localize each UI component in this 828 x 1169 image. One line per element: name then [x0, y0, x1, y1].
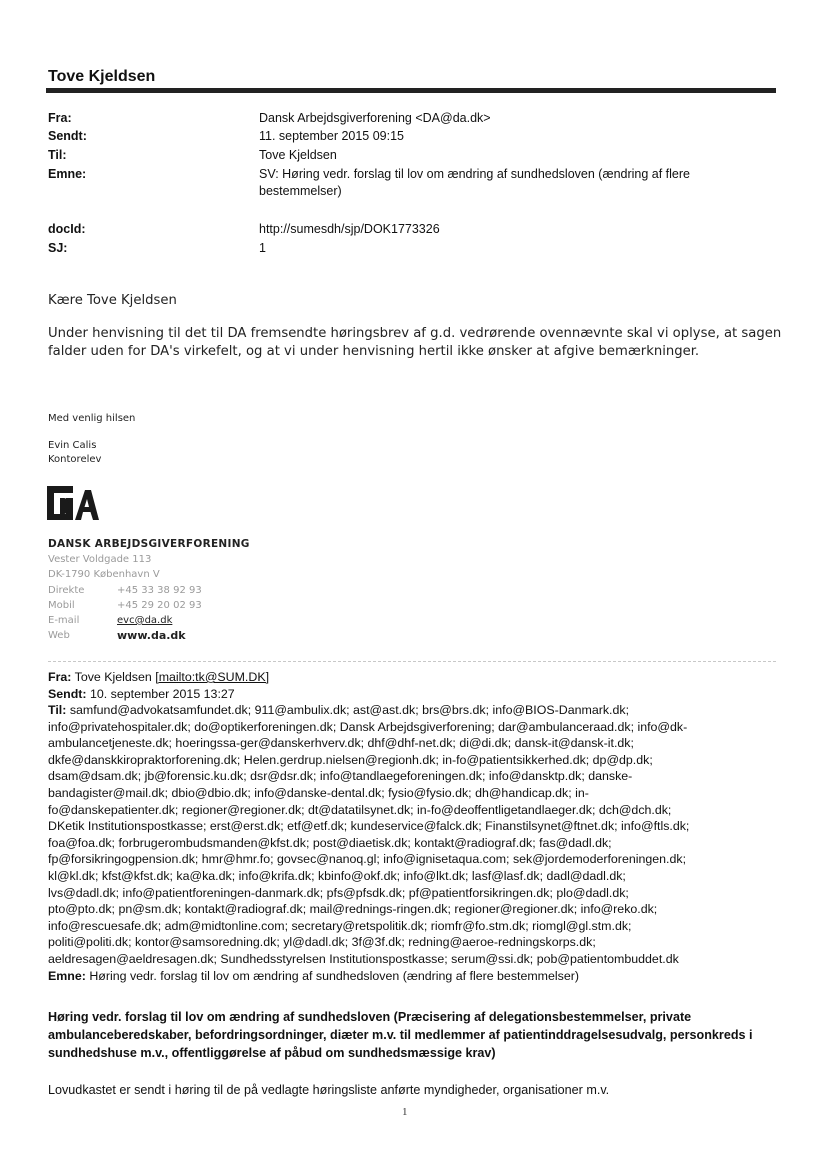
recipient-line[interactable]: ambulancetjeneste.dk; hoeringssa-ger@danskerhverv.dk; dhf@dhf-net.dk; di@di.dk; dansk-it@dansk-it.dk; — [48, 736, 634, 751]
closing: Med venlig hilsen — [48, 413, 136, 424]
title-divider — [46, 88, 776, 93]
contact-label-mobile: Mobil — [48, 600, 75, 611]
address-line-1: Vester Voldgade 113 — [48, 554, 152, 565]
docid-label: docId: — [48, 222, 86, 236]
sent-value: 11. september 2015 09:15 — [259, 129, 405, 143]
recipient-line[interactable]: foa@foa.dk; forbrugerombudsmanden@kfst.dk; post@diaetisk.dk; kontakt@radiograf.dk; fas@dadl.dk; — [48, 835, 612, 850]
recipient-line[interactable]: DKetik Institutionspostkasse; erst@erst.dk; etf@etf.dk; kundeservice@falck.dk; Finanstilsynet@ftnet.dk; info@ftls.dk; — [48, 819, 690, 834]
contact-label-direct: Direkte — [48, 585, 85, 596]
fwd-from-mailto-link[interactable]: [mailto:tk@SUM.DK] — [155, 670, 270, 684]
fwd-to-label: Til: — [48, 703, 67, 717]
docid-value[interactable]: http://sumesdh/sjp/DOK1773326 — [259, 222, 440, 236]
contact-value-direct: +45 33 38 92 93 — [117, 585, 202, 596]
sj-label: SJ: — [48, 241, 68, 255]
address-line-2: DK-1790 København V — [48, 569, 160, 580]
subject-label: Emne: — [48, 167, 87, 181]
sj-value: 1 — [259, 241, 266, 255]
recipient-line[interactable]: info@rescuesafe.dk; adm@midtonline.com; secretary@retspolitik.dk; riomfr@fo.stm.dk; riomgl@gl.stm.dk; — [48, 918, 632, 933]
contact-web-link[interactable]: www.da.dk — [117, 629, 186, 642]
fwd-subject-value: Høring vedr. forslag til lov om ændring af sundhedsloven (ændring af flere bestemmelser) — [89, 968, 579, 983]
recipient-line[interactable]: fp@forsikringogpension.dk; hmr@hmr.fo; govsec@nanoq.gl; info@ignisetaqua.com; sek@jordemoderforeningen.dk; — [48, 852, 687, 867]
to-value: Tove Kjeldsen — [259, 148, 337, 162]
page-number: 1 — [402, 1106, 408, 1118]
recipient-line[interactable]: aeldresagen@aeldresagen.dk; Sundhedsstyrelsen Institutionspostkasse; serum@ssi.dk; pob@patientombuddet.dk — [48, 951, 679, 966]
signature-divider — [48, 661, 776, 662]
recipient-line[interactable]: fo@danskepatienter.dk; regioner@regioner.dk; dt@datatilsynet.dk; in-fo@deoffentligetandlaeger.dk; dch@dch.dk; — [48, 802, 672, 817]
closing-paragraph: Lovudkastet er sendt i høring til de på vedlagte høringsliste anførte myndigheder, organisationer m.v. — [48, 1083, 610, 1097]
fwd-subject-label: Emne: — [48, 968, 86, 983]
contact-label-web: Web — [48, 630, 70, 641]
recipient-line[interactable]: dkfe@danskkiropraktorforening.dk; Helen.gerdrup.nielsen@regionh.dk; in-fo@patientsikkerhed.dk; dp@dp.dk; — [48, 752, 653, 767]
recipient-line[interactable]: pto@pto.dk; pn@sm.dk; kontakt@radiograf.dk; mail@rednings-ringen.dk; regioner@regioner.dk; info@reko.dk; — [48, 902, 658, 917]
recipient-line[interactable]: politi@politi.dk; kontor@samsoredning.dk; yl@dadl.dk; 3f@3f.dk; redning@aeroe-redningskorps.dk; — [48, 935, 596, 950]
recipient-line[interactable]: bandagister@mail.dk; dbio@dbio.dk; info@danske-dental.dk; fysio@fysio.dk; dh@handicap.dk; in- — [48, 785, 589, 800]
fwd-sent-value: 10. september 2015 13:27 — [90, 687, 235, 701]
recipient-line[interactable]: lvs@dadl.dk; info@patientforeningen-danmark.dk; pfs@pfsdk.dk; pf@patientforsikringen.dk; plo@dadl.dk; — [48, 885, 629, 900]
from-value: Dansk Arbejdsgiverforening <DA@da.dk> — [259, 111, 491, 125]
fwd-from-name: Tove Kjeldsen — [74, 670, 152, 684]
subject-value: SV: Høring vedr. forslag til lov om ændring af sundhedsloven (ændring af flere bestemmelser) — [259, 167, 690, 198]
da-logo-icon — [47, 484, 99, 522]
signer-name: Evin Calis — [48, 440, 97, 451]
page-title: Tove Kjeldsen — [48, 68, 156, 85]
hearing-heading: Høring vedr. forslag til lov om ændring af sundhedsloven (Præcisering af delegationsbestemmelser, private ambulanceberedskaber, befordringsordninger, diæter m.v. til medlemmer af patientinddragelsesudvalg, personkreds i sundhedshuse m.v., offentliggørelse af påbud om sundhedsmæssige krav) — [48, 1010, 753, 1060]
company-name: DANSK ARBEJDSGIVERFORENING — [48, 538, 250, 550]
signer-title: Kontorelev — [48, 454, 102, 465]
fwd-to-block — [48, 702, 778, 984]
fwd-sent-line — [48, 686, 778, 703]
recipient-line[interactable]: kl@kl.dk; kfst@kfst.dk; ka@ka.dk; info@krifa.dk; kbinfo@okf.dk; info@lkt.dk; lasf@lasf.dk; dadl@dadl.dk; — [48, 868, 626, 883]
fwd-from-label: Fra: — [48, 670, 72, 684]
contact-value-mobile: +45 29 20 02 93 — [117, 600, 202, 611]
body-paragraph: Under henvisning til det til DA fremsendte høringsbrev af g.d. vedrørende ovennævnte skal vi oplyse, at sagen falder uden for DA's virkefelt, og at vi under henvisning hertil ikke ønsker at afgive bemærkninger. — [48, 326, 782, 359]
fwd-from-line — [48, 669, 778, 686]
greeting: Kære Tove Kjeldsen — [48, 293, 177, 308]
from-label: Fra: — [48, 111, 72, 125]
recipient-line[interactable]: dsam@dsam.dk; jb@forensic.ku.dk; dsr@dsr.dk; info@tandlaegeforeningen.dk; info@dansktp.dk; danske- — [48, 769, 633, 784]
contact-email-link[interactable]: evc@da.dk — [117, 615, 173, 626]
sent-label: Sendt: — [48, 129, 87, 143]
recipient-line[interactable]: info@privatehospitaler.dk; do@optikerforeningen.dk; Dansk Arbejdsgiverforening; dar@ambulanceraad.dk; info@dk- — [48, 719, 688, 734]
to-label: Til: — [48, 148, 67, 162]
contact-label-email: E-mail — [48, 615, 80, 626]
recipient-line[interactable]: samfund@advokatsamfundet.dk; 911@ambulix.dk; ast@ast.dk; brs@brs.dk; info@BIOS-Danmark.dk; — [69, 703, 630, 717]
fwd-sent-label: Sendt: — [48, 687, 87, 701]
